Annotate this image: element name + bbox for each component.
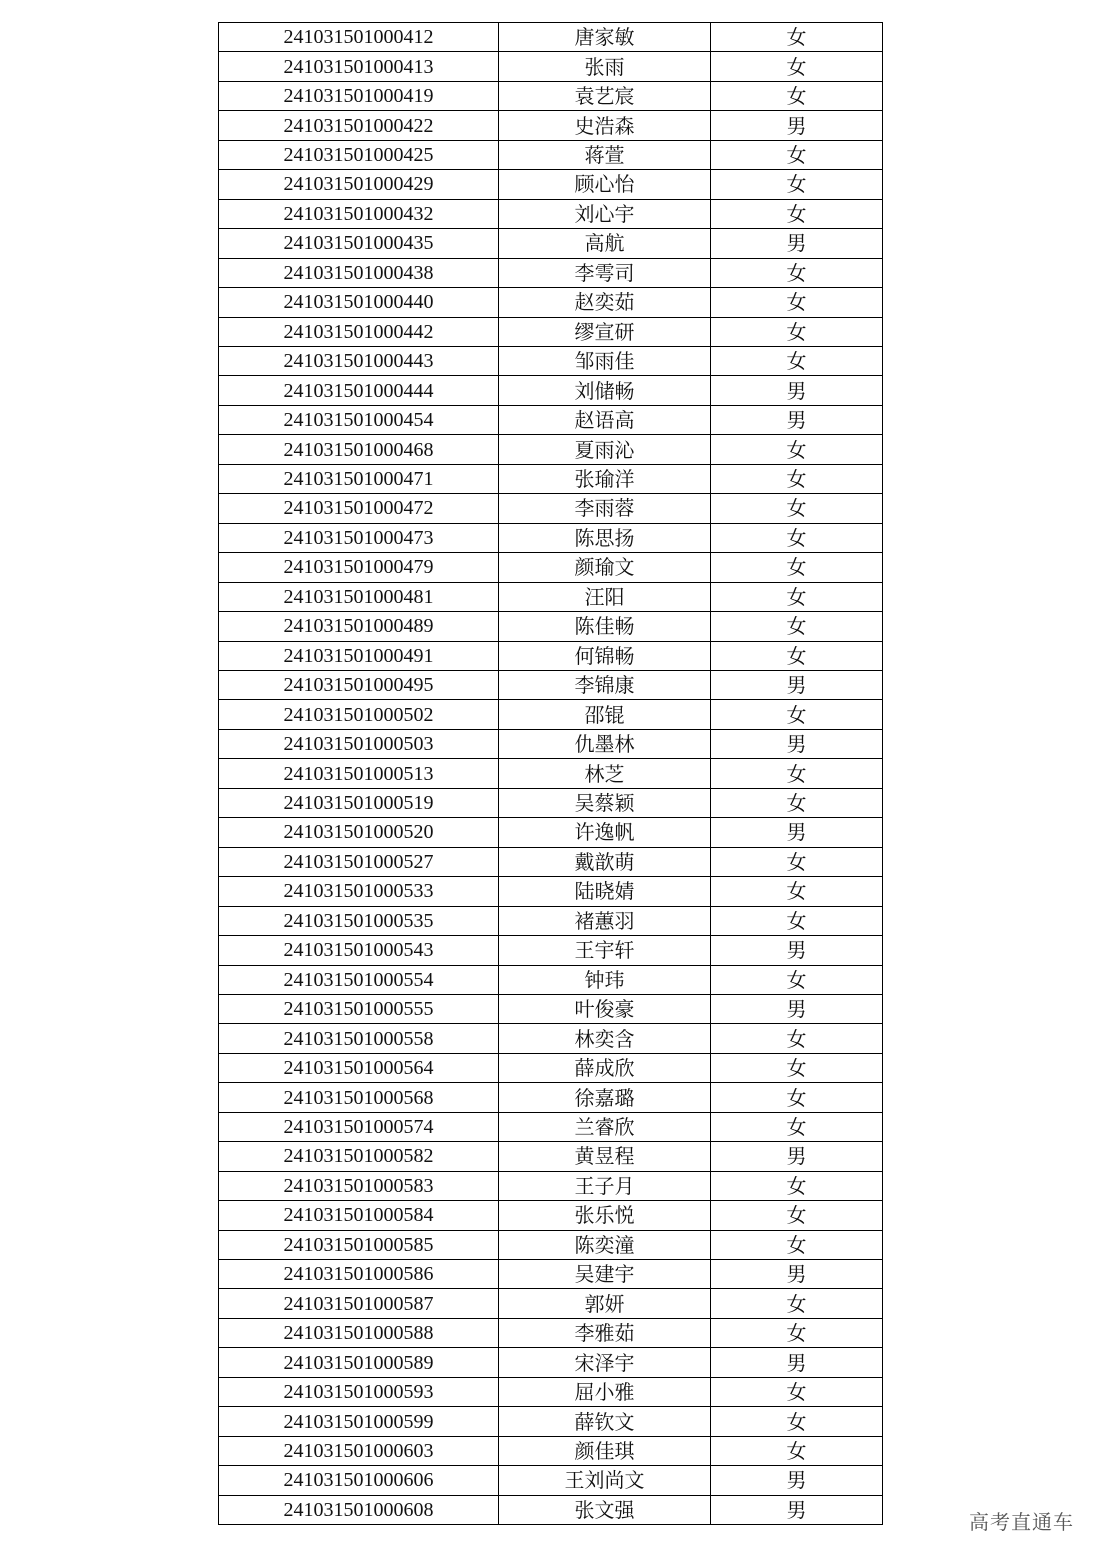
gender-cell: 男 — [711, 729, 883, 758]
table-row — [219, 229, 883, 258]
gender-cell: 女 — [711, 1201, 883, 1230]
table-row — [219, 641, 883, 670]
gender-cell: 男 — [711, 229, 883, 258]
gender-cell: 女 — [711, 700, 883, 729]
student-name-cell: 史浩森 — [499, 111, 711, 140]
gender-cell: 女 — [711, 317, 883, 346]
gender-cell: 女 — [711, 641, 883, 670]
student-name-cell: 王宇轩 — [499, 936, 711, 965]
table-row — [219, 700, 883, 729]
student-name-cell: 黄昱程 — [499, 1142, 711, 1171]
student-id-cell: 241031501000443 — [219, 346, 499, 375]
table-row — [219, 1083, 883, 1112]
student-name-cell: 李雩司 — [499, 258, 711, 287]
student-name-cell: 何锦畅 — [499, 641, 711, 670]
table-row — [219, 1466, 883, 1495]
table-row — [219, 1318, 883, 1347]
table-row — [219, 1436, 883, 1465]
gender-cell: 女 — [711, 199, 883, 228]
gender-cell: 男 — [711, 111, 883, 140]
gender-cell: 女 — [711, 1171, 883, 1200]
student-name-cell: 刘储畅 — [499, 376, 711, 405]
gender-cell: 女 — [711, 170, 883, 199]
student-id-cell: 241031501000608 — [219, 1495, 499, 1524]
student-id-cell: 241031501000438 — [219, 258, 499, 287]
student-name-cell: 王子月 — [499, 1171, 711, 1200]
student-id-cell: 241031501000585 — [219, 1230, 499, 1259]
gender-cell: 女 — [711, 258, 883, 287]
student-name-cell: 薛钦文 — [499, 1407, 711, 1436]
gender-cell: 女 — [711, 81, 883, 110]
student-name-cell: 林奕含 — [499, 1024, 711, 1053]
student-name-cell: 颜佳琪 — [499, 1436, 711, 1465]
student-name-cell: 戴歆萌 — [499, 847, 711, 876]
gender-cell: 女 — [711, 52, 883, 81]
gender-cell: 女 — [711, 906, 883, 935]
student-name-cell: 顾心怡 — [499, 170, 711, 199]
student-id-cell: 241031501000454 — [219, 405, 499, 434]
student-id-cell: 241031501000606 — [219, 1466, 499, 1495]
student-id-cell: 241031501000429 — [219, 170, 499, 199]
student-name-cell: 兰睿欣 — [499, 1112, 711, 1141]
student-name-cell: 李雅茹 — [499, 1318, 711, 1347]
student-id-cell: 241031501000473 — [219, 523, 499, 552]
student-name-cell: 钟玮 — [499, 965, 711, 994]
gender-cell: 女 — [711, 847, 883, 876]
table-row — [219, 906, 883, 935]
student-id-cell: 241031501000495 — [219, 670, 499, 699]
student-id-cell: 241031501000589 — [219, 1348, 499, 1377]
table-row — [219, 788, 883, 817]
table-row — [219, 1230, 883, 1259]
table-row — [219, 258, 883, 287]
student-name-cell: 刘心宇 — [499, 199, 711, 228]
student-name-cell: 叶俊豪 — [499, 994, 711, 1023]
table-row — [219, 759, 883, 788]
gender-cell: 男 — [711, 994, 883, 1023]
student-id-cell: 241031501000543 — [219, 936, 499, 965]
gender-cell: 女 — [711, 1436, 883, 1465]
table-row — [219, 1407, 883, 1436]
table-row — [219, 847, 883, 876]
student-id-cell: 241031501000444 — [219, 376, 499, 405]
gender-cell: 女 — [711, 1024, 883, 1053]
gender-cell: 男 — [711, 405, 883, 434]
student-id-cell: 241031501000520 — [219, 818, 499, 847]
table-row — [219, 1024, 883, 1053]
student-id-cell: 241031501000568 — [219, 1083, 499, 1112]
student-id-cell: 241031501000413 — [219, 52, 499, 81]
student-name-cell: 邹雨佳 — [499, 346, 711, 375]
gender-cell: 男 — [711, 1260, 883, 1289]
table-row — [219, 877, 883, 906]
student-name-cell: 李锦康 — [499, 670, 711, 699]
student-name-cell: 陆晓婧 — [499, 877, 711, 906]
student-id-cell: 241031501000471 — [219, 464, 499, 493]
gender-cell: 男 — [711, 936, 883, 965]
student-id-cell: 241031501000558 — [219, 1024, 499, 1053]
gender-cell: 男 — [711, 1348, 883, 1377]
student-id-cell: 241031501000582 — [219, 1142, 499, 1171]
table-row — [219, 464, 883, 493]
student-id-cell: 241031501000586 — [219, 1260, 499, 1289]
student-id-cell: 241031501000432 — [219, 199, 499, 228]
student-name-cell: 邵锟 — [499, 700, 711, 729]
student-name-cell: 吴蔡颖 — [499, 788, 711, 817]
gender-cell: 女 — [711, 346, 883, 375]
gender-cell: 女 — [711, 464, 883, 493]
student-id-cell: 241031501000593 — [219, 1377, 499, 1406]
gender-cell: 女 — [711, 1318, 883, 1347]
student-id-cell: 241031501000435 — [219, 229, 499, 258]
gender-cell: 女 — [711, 877, 883, 906]
student-name-cell: 夏雨沁 — [499, 435, 711, 464]
table-row — [219, 965, 883, 994]
gender-cell: 女 — [711, 553, 883, 582]
table-row — [219, 405, 883, 434]
table-row — [219, 818, 883, 847]
gender-cell: 女 — [711, 965, 883, 994]
student-name-cell: 陈奕潼 — [499, 1230, 711, 1259]
gender-cell: 女 — [711, 140, 883, 169]
table-row — [219, 140, 883, 169]
student-name-cell: 薛成欣 — [499, 1053, 711, 1082]
gender-cell: 女 — [711, 435, 883, 464]
table-row — [219, 494, 883, 523]
student-name-cell: 徐嘉璐 — [499, 1083, 711, 1112]
gender-cell: 女 — [711, 523, 883, 552]
student-id-cell: 241031501000481 — [219, 582, 499, 611]
student-name-cell: 林芝 — [499, 759, 711, 788]
roster-body — [219, 23, 883, 1525]
student-id-cell: 241031501000491 — [219, 641, 499, 670]
student-name-cell: 张乐悦 — [499, 1201, 711, 1230]
student-name-cell: 缪宣研 — [499, 317, 711, 346]
table-row — [219, 317, 883, 346]
student-id-cell: 241031501000513 — [219, 759, 499, 788]
student-name-cell: 吴建宇 — [499, 1260, 711, 1289]
student-id-cell: 241031501000419 — [219, 81, 499, 110]
table-row — [219, 23, 883, 52]
gender-cell: 女 — [711, 788, 883, 817]
table-row — [219, 670, 883, 699]
roster-table — [218, 22, 883, 1525]
table-row — [219, 288, 883, 317]
table-row — [219, 1260, 883, 1289]
table-row — [219, 52, 883, 81]
student-id-cell: 241031501000442 — [219, 317, 499, 346]
gender-cell: 女 — [711, 1407, 883, 1436]
gender-cell: 女 — [711, 759, 883, 788]
gender-cell: 女 — [711, 23, 883, 52]
student-name-cell: 仇墨林 — [499, 729, 711, 758]
table-row — [219, 523, 883, 552]
student-id-cell: 241031501000489 — [219, 612, 499, 641]
gender-cell: 女 — [711, 288, 883, 317]
student-name-cell: 郭妍 — [499, 1289, 711, 1318]
gender-cell: 女 — [711, 1083, 883, 1112]
student-id-cell: 241031501000564 — [219, 1053, 499, 1082]
student-id-cell: 241031501000584 — [219, 1201, 499, 1230]
student-name-cell: 张雨 — [499, 52, 711, 81]
table-row — [219, 1201, 883, 1230]
student-id-cell: 241031501000554 — [219, 965, 499, 994]
student-id-cell: 241031501000533 — [219, 877, 499, 906]
gender-cell: 男 — [711, 1495, 883, 1524]
student-id-cell: 241031501000502 — [219, 700, 499, 729]
gender-cell: 女 — [711, 1289, 883, 1318]
table-row — [219, 553, 883, 582]
gender-cell: 男 — [711, 1466, 883, 1495]
table-row — [219, 612, 883, 641]
table-row — [219, 1053, 883, 1082]
student-name-cell: 蒋萱 — [499, 140, 711, 169]
student-id-cell: 241031501000588 — [219, 1318, 499, 1347]
table-row — [219, 729, 883, 758]
student-id-cell: 241031501000472 — [219, 494, 499, 523]
student-name-cell: 王刘尚文 — [499, 1466, 711, 1495]
student-name-cell: 张文强 — [499, 1495, 711, 1524]
gender-cell: 女 — [711, 1112, 883, 1141]
student-id-cell: 241031501000555 — [219, 994, 499, 1023]
student-name-cell: 袁艺宸 — [499, 81, 711, 110]
student-id-cell: 241031501000519 — [219, 788, 499, 817]
table-row — [219, 346, 883, 375]
student-name-cell: 李雨蓉 — [499, 494, 711, 523]
gender-cell: 男 — [711, 670, 883, 699]
gender-cell: 女 — [711, 1377, 883, 1406]
student-id-cell: 241031501000425 — [219, 140, 499, 169]
table-row — [219, 1142, 883, 1171]
table-row — [219, 1377, 883, 1406]
table-row — [219, 994, 883, 1023]
student-name-cell: 许逸帆 — [499, 818, 711, 847]
student-id-cell: 241031501000599 — [219, 1407, 499, 1436]
table-row — [219, 111, 883, 140]
student-name-cell: 宋泽宇 — [499, 1348, 711, 1377]
student-id-cell: 241031501000479 — [219, 553, 499, 582]
student-name-cell: 赵奕茹 — [499, 288, 711, 317]
table-row — [219, 1495, 883, 1524]
student-id-cell: 241031501000503 — [219, 729, 499, 758]
table-row — [219, 1348, 883, 1377]
gender-cell: 女 — [711, 1053, 883, 1082]
gender-cell: 女 — [711, 582, 883, 611]
student-name-cell: 陈佳畅 — [499, 612, 711, 641]
student-id-cell: 241031501000574 — [219, 1112, 499, 1141]
student-name-cell: 张瑜洋 — [499, 464, 711, 493]
student-id-cell: 241031501000468 — [219, 435, 499, 464]
student-id-cell: 241031501000603 — [219, 1436, 499, 1465]
student-name-cell: 汪阳 — [499, 582, 711, 611]
student-name-cell: 赵语高 — [499, 405, 711, 434]
table-row — [219, 1112, 883, 1141]
student-id-cell: 241031501000535 — [219, 906, 499, 935]
gender-cell: 男 — [711, 1142, 883, 1171]
gender-cell: 男 — [711, 376, 883, 405]
student-name-cell: 高航 — [499, 229, 711, 258]
student-id-cell: 241031501000440 — [219, 288, 499, 317]
table-row — [219, 435, 883, 464]
student-name-cell: 陈思扬 — [499, 523, 711, 552]
table-row — [219, 582, 883, 611]
watermark: 高考直通车 — [969, 1510, 1074, 1534]
student-id-cell: 241031501000583 — [219, 1171, 499, 1200]
student-id-cell: 241031501000587 — [219, 1289, 499, 1318]
table-row — [219, 936, 883, 965]
table-row — [219, 376, 883, 405]
student-id-cell: 241031501000412 — [219, 23, 499, 52]
gender-cell: 女 — [711, 1230, 883, 1259]
table-row — [219, 1289, 883, 1318]
gender-cell: 女 — [711, 494, 883, 523]
table-row — [219, 199, 883, 228]
table-row — [219, 81, 883, 110]
student-name-cell: 唐家敏 — [499, 23, 711, 52]
student-name-cell: 屈小雅 — [499, 1377, 711, 1406]
student-name-cell: 褚蕙羽 — [499, 906, 711, 935]
gender-cell: 女 — [711, 612, 883, 641]
student-name-cell: 颜瑜文 — [499, 553, 711, 582]
table-row — [219, 170, 883, 199]
table-row — [219, 1171, 883, 1200]
student-id-cell: 241031501000422 — [219, 111, 499, 140]
gender-cell: 男 — [711, 818, 883, 847]
student-id-cell: 241031501000527 — [219, 847, 499, 876]
